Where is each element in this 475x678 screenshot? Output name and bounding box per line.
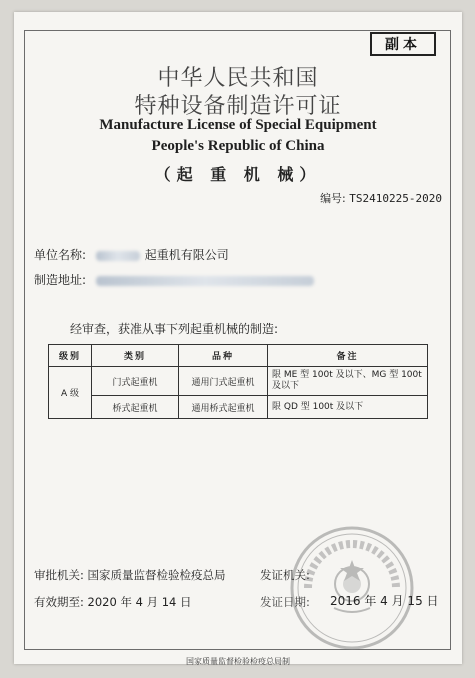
title-cn-line2: 特种设备制造许可证 bbox=[134, 94, 342, 119]
header-category: 类别 bbox=[92, 345, 179, 367]
validity-value: 2020 年 4 月 14 日 bbox=[87, 595, 192, 609]
variety-cell: 通用桥式起重机 bbox=[179, 396, 268, 419]
cert-no-value: TS2410225-2020 bbox=[349, 192, 442, 205]
level-cell: A 级 bbox=[49, 367, 92, 419]
scope-intro: 经审查，获准从事下列起重机械的制造: bbox=[70, 322, 279, 336]
certificate-paper bbox=[14, 12, 462, 664]
unit-name-suffix: 起重机有限公司 bbox=[144, 248, 229, 262]
header-level: 级别 bbox=[49, 345, 92, 367]
category-cell: 桥式起重机 bbox=[92, 396, 179, 419]
header-note: 备注 bbox=[268, 345, 428, 367]
redacted-unit-name bbox=[96, 251, 140, 261]
official-seal-icon bbox=[288, 524, 416, 652]
equipment-category: （起 重 机 械） bbox=[154, 165, 322, 184]
approver-line bbox=[34, 567, 226, 583]
cert-no-label: 编号: bbox=[320, 192, 346, 205]
issue-date-label: 发证日期: bbox=[260, 595, 310, 609]
validity-line bbox=[34, 594, 192, 610]
validity-label: 有效期至: bbox=[34, 595, 84, 609]
unit-name-field bbox=[34, 246, 229, 263]
note-cell: 限 QD 型 100t 及以下 bbox=[268, 396, 428, 419]
table-row bbox=[49, 396, 428, 419]
address-label: 制造地址: bbox=[34, 273, 87, 287]
table-row bbox=[49, 367, 428, 396]
title-cn-line1: 中华人民共和国 bbox=[157, 66, 319, 91]
footer-text: 国家质量监督检验检疫总局制 bbox=[186, 657, 290, 666]
title-en-line2: People's Republic of China bbox=[151, 138, 325, 154]
note-cell: 限 ME 型 100t 及以下、MG 型 100t 及以下 bbox=[268, 367, 428, 396]
approver-value: 国家质量监督检验检疫总局 bbox=[87, 568, 226, 582]
address-field bbox=[34, 271, 315, 288]
scope-table bbox=[48, 344, 428, 419]
issuer-label: 发证机关: bbox=[260, 568, 310, 582]
variety-cell: 通用门式起重机 bbox=[179, 367, 268, 396]
header-variety: 品种 bbox=[179, 345, 268, 367]
title-en-line1: Manufacture License of Special Equipment bbox=[99, 117, 377, 133]
approver-label: 审批机关: bbox=[34, 568, 84, 582]
redacted-address bbox=[96, 276, 314, 286]
copy-stamp: 副本 bbox=[370, 32, 436, 56]
unit-name-label: 单位名称: bbox=[34, 248, 87, 262]
category-cell: 门式起重机 bbox=[92, 367, 179, 396]
certificate-number bbox=[320, 190, 442, 206]
issue-date-value: 2016 年 4 月 15 日 bbox=[330, 594, 439, 608]
